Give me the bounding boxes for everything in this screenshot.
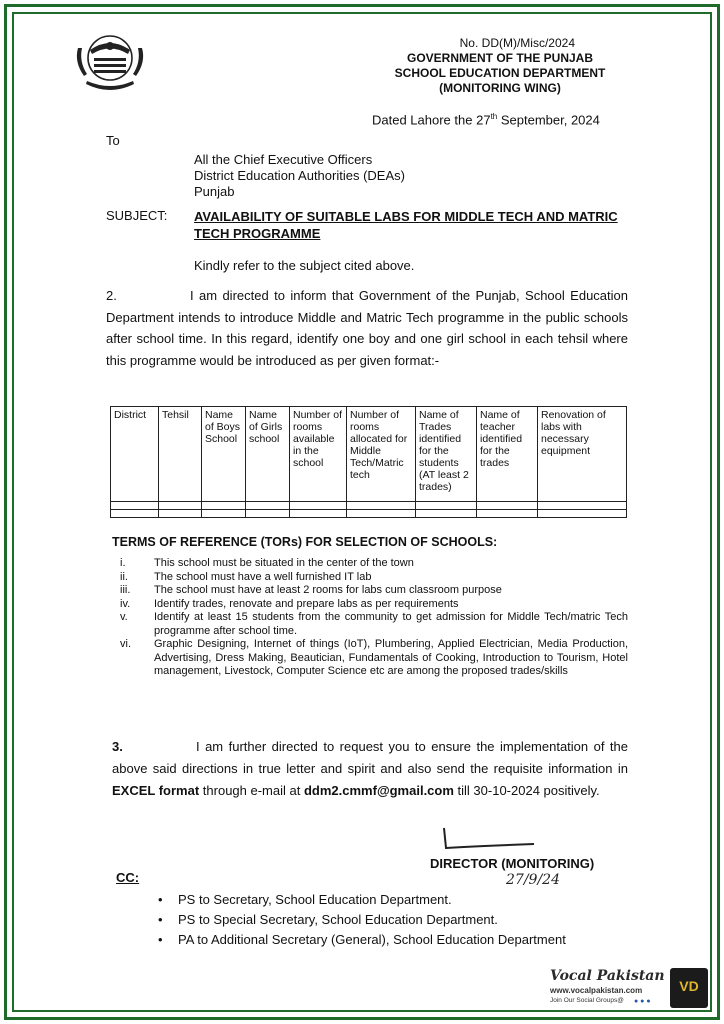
bullet-icon: •	[158, 932, 163, 947]
recipient-line: Punjab	[194, 184, 235, 199]
table-cell	[347, 502, 416, 510]
table-header-cell: Renovation of labs with necessary equipment	[538, 407, 627, 502]
table-cell	[202, 502, 246, 510]
watermark-brand	[546, 968, 710, 1012]
table-cell	[538, 510, 627, 518]
header-government: GOVERNMENT OF THE PUNJAB	[406, 51, 593, 65]
letter-header	[360, 36, 640, 96]
to-label: To	[106, 133, 120, 148]
cc-item-text: PS to Secretary, School Education Department.	[178, 892, 452, 907]
table-header-cell: Name of Boys School	[202, 407, 246, 502]
item-number: v.	[120, 611, 128, 623]
tors-list	[112, 557, 628, 679]
item-number: i.	[120, 557, 126, 569]
paragraph-number: 2.	[106, 288, 117, 303]
table-cell	[202, 510, 246, 518]
date-month-year: September, 2024	[500, 112, 600, 128]
recipient-line: District Education Authorities (DEAs)	[194, 168, 405, 183]
date-day: 27	[476, 112, 491, 128]
item-text: Graphic Designing, Internet of things (IoT), Plumbering, Applied Electrician, Media Production, Advertising, Dress Making, Beautician, Fundamentals of Cooking, Introduction to Tourism, Hotel management, Livestock, Computer Science etc are among the proposed trades/skills	[154, 638, 628, 677]
item-number: vi.	[120, 638, 131, 650]
bullet-icon: •	[158, 892, 163, 907]
paragraph-2	[106, 285, 628, 371]
list-item	[112, 611, 628, 638]
reference-number: No. DD(M)/Misc/2024	[459, 36, 575, 50]
table-cell	[538, 502, 627, 510]
letter-date	[372, 112, 600, 127]
cc-item-text: PA to Additional Secretary (General), School Education Department	[178, 932, 566, 947]
tors-title: TERMS OF REFERENCE (TORs) FOR SELECTION OF SCHOOLS:	[112, 535, 498, 549]
cc-item-text: PS to Special Secretary, School Education Department.	[178, 912, 498, 927]
date-prefix: Dated Lahore the	[372, 112, 473, 128]
subject-text: AVAILABILITY OF SUITABLE LABS FOR MIDDLE TECH AND MATRIC TECH PROGRAMME	[194, 209, 618, 241]
brand-url: www.vocalpakistan.com	[550, 986, 643, 995]
date-day-suffix: th	[490, 112, 498, 121]
brand-name: Vocal Pakistan	[550, 968, 665, 984]
email-address: ddm2.cmmf@gmail.com	[303, 783, 454, 798]
list-item	[112, 557, 628, 571]
table-cell	[416, 502, 477, 510]
brand-join-text: Join Our Social Groups@	[550, 997, 624, 1004]
recipient-line: All the Chief Executive Officers	[194, 152, 373, 167]
list-item	[158, 930, 566, 950]
subject-label: SUBJECT:	[106, 208, 168, 223]
table-header-cell: Name of teacher identified for the trades	[477, 407, 538, 502]
table-cell	[159, 502, 202, 510]
paragraph-number: 3.	[112, 739, 123, 754]
table-header-cell: Number of rooms available in the school	[290, 407, 347, 502]
director-title: DIRECTOR (MONITORING)	[430, 856, 595, 871]
item-text: The school must have a well furnished IT lab	[154, 570, 372, 583]
paragraph-text: I am further directed to request you to ensure the implementation of the above said directions in true letter and spirit and also send the requisite information in	[112, 739, 628, 776]
table-cell	[111, 502, 159, 510]
cc-list	[158, 890, 566, 950]
item-number: iv.	[120, 597, 131, 610]
table-cell	[347, 510, 416, 518]
punjab-emblem-icon	[72, 28, 148, 96]
recipient-address	[194, 152, 405, 200]
item-number: iii.	[120, 584, 131, 596]
social-icons: ● ● ●	[634, 998, 651, 1005]
table-header-cell: Number of rooms allocated for Middle Tech/Matric tech	[347, 407, 416, 502]
table-cell	[159, 510, 202, 518]
table-cell	[477, 510, 538, 518]
item-text: This school must be situated in the center of the town	[154, 557, 414, 569]
header-department: SCHOOL EDUCATION DEPARTMENT	[394, 66, 606, 80]
format-table-wrapper	[110, 406, 627, 518]
list-item	[112, 584, 628, 598]
table-header-cell: District	[111, 407, 159, 502]
vd-logo-icon: VD	[670, 968, 708, 1008]
table-header-row	[111, 407, 627, 502]
table-cell	[246, 510, 290, 518]
paragraph-3	[112, 736, 628, 802]
paragraph-text: I am directed to inform that Government of the Punjab, School Education Department intends to introduce Middle and Matric Tech programme in the public schools after school time. In this regard, identify one boy and one girl school in each tehsil where this programme would be introduced as per given format:-	[106, 288, 628, 368]
table-cell	[477, 502, 538, 510]
handwritten-date: 27/9/24	[506, 872, 560, 888]
table-cell	[416, 510, 477, 518]
item-number: ii.	[120, 570, 128, 583]
table-header-cell: Name of Trades identified for the students (AT least 2 trades)	[416, 407, 477, 502]
table-header-cell: Name of Girls school	[246, 407, 290, 502]
table-row	[111, 510, 627, 518]
item-text: Identify at least 15 students from the community to get admission for Middle Tech/matric Tech programme after school time.	[154, 611, 628, 637]
paragraph-text: through e-mail at	[202, 783, 301, 798]
table-cell	[290, 502, 347, 510]
paragraph-text: till 30-10-2024 positively.	[457, 783, 600, 798]
item-text: The school must have at least 2 rooms for labs cum classroom purpose	[154, 584, 502, 596]
header-wing: (MONITORING WING)	[439, 81, 561, 95]
list-item	[112, 598, 628, 612]
list-item	[112, 638, 628, 679]
bullet-icon: •	[158, 912, 163, 927]
format-table	[110, 406, 627, 518]
signature-icon	[438, 822, 538, 858]
cc-label: CC:	[116, 870, 140, 885]
table-header-cell: Tehsil	[159, 407, 202, 502]
list-item	[158, 910, 566, 930]
item-text: Identify trades, renovate and prepare labs as per requirements	[154, 597, 459, 610]
kindly-refer-line: Kindly refer to the subject cited above.	[194, 258, 415, 273]
table-cell	[290, 510, 347, 518]
list-item	[158, 890, 566, 910]
table-cell	[246, 502, 290, 510]
table-cell	[111, 510, 159, 518]
excel-format-text: EXCEL format	[112, 783, 200, 798]
table-row	[111, 502, 627, 510]
list-item	[112, 571, 628, 585]
